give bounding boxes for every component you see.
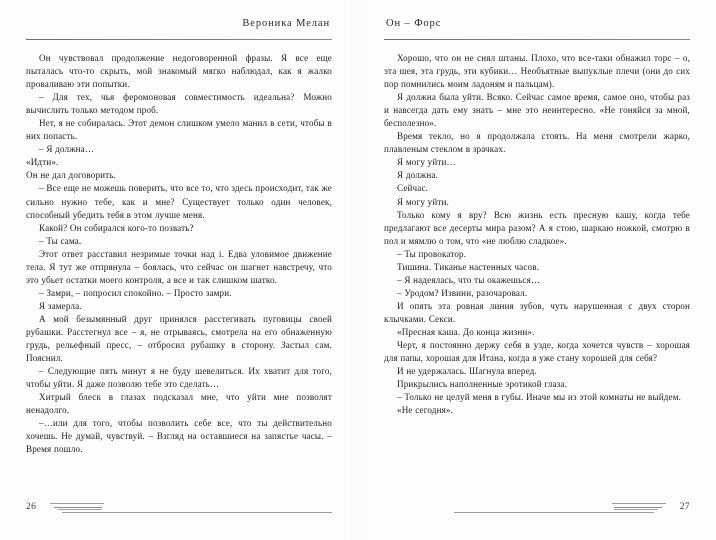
paragraph: Сейчас. <box>397 183 429 194</box>
ornament-rule <box>614 509 658 510</box>
paragraph: – Все еще не можешь поверить, что все то, что здесь происходит, так же сильно нужно тебе, как и мне? Существует только один человек, способный убедить тебя в этом лучше меня. <box>26 183 332 220</box>
paragraph: Хорошо, что он не снял штаны. Плохо, что все-таки обнажил торс – о, эта шея, эта грудь, эти кубики… Необъятные выпуклые плечи (они до сих пор помнились моим ладоням и пальцам). <box>384 53 690 90</box>
ornament-rule <box>454 512 654 513</box>
paragraph: И опять эта ровная линия зубов, чуть нарушенная с двух сторон клычками. Секси. <box>384 300 690 324</box>
paragraph: – Уродом? Извини, разочаровал. <box>397 287 528 298</box>
paragraph: Время текло, но я продолжала стоять. На меня смотрели жарко, плавленым стеклом в зрачках. <box>384 131 690 155</box>
paragraph: Он чувствовал продолжение недоговоренной фразы. Я все еще пыталась что-то скрыть, мой знакомый мягко наблюдал, как я жалко проваливаю эти попытки. <box>26 53 332 90</box>
paragraph: «Пресная каша. До конца жизни». <box>397 326 535 337</box>
left-page-number: 26 <box>26 502 37 512</box>
left-page-body <box>26 46 332 456</box>
ornament-rule <box>58 509 102 510</box>
left-running-head <box>26 0 332 46</box>
paragraph: – Я должна… <box>39 144 95 155</box>
paragraph: Какой? Он собирался кого-то позвать? <box>39 222 194 233</box>
paragraph: – Ты провокатор. <box>397 248 467 259</box>
paragraph: – Для тех, чья феромоновая совместимость идеальна? Можно вычислить только методом проб. <box>26 92 332 116</box>
paragraph: – Я надеялась, что ты окажешься… <box>397 274 541 285</box>
paragraph: Хитрый блеск в глазах подсказал мне, что уйти мне позволят ненадолго. <box>26 392 332 416</box>
right-page-number: 27 <box>679 502 690 512</box>
ornament-rule <box>62 512 332 513</box>
paragraph: Нет, я не собиралась. Этот демон слишком умело манил в сети, чтобы в них попасть. <box>26 118 332 142</box>
ornament-rule <box>50 503 104 504</box>
paragraph: Я должна была уйти. Всяко. Сейчас самое время, самое оно, чтобы раз и навсегда дать ему знать – мне это неинтересно. «Не гоняйся за мной, бесполезно». <box>384 92 690 129</box>
paragraph: И не удержалась. Шагнула вперед. <box>397 366 537 377</box>
paragraph: «Не сегодня». <box>397 405 454 416</box>
right-page-body <box>384 46 690 417</box>
paragraph: Он не дал договорить. <box>26 170 116 181</box>
paragraph: Я могу уйти. <box>397 196 449 207</box>
ornament-rule <box>54 507 102 508</box>
paragraph: Черт, я постоянно держу себя в узде, когда хочется чувств – хорошая для папы, хорошая для Итана, когда я уже стану хорошей для себя? <box>384 340 690 364</box>
paragraph: Прикрылись наполненные эротикой глаза. <box>397 379 567 390</box>
paragraph: Я замерла. <box>39 300 82 311</box>
paragraph: – Только не целуй меня в губы. Иначе мы из этой комнаты не выйдем. <box>397 392 682 403</box>
right-page <box>358 0 716 540</box>
paragraph: Я должна. <box>397 170 438 181</box>
paragraph: – Следующие пять минут я не буду шевелиться. Их хватит для того, чтобы уйти. Я даже позволю тебе это сделать… <box>26 366 332 390</box>
paragraph: Я могу уйти… <box>397 157 456 168</box>
left-folio <box>26 500 332 522</box>
ornament-rule <box>612 503 666 504</box>
right-folio <box>384 500 690 522</box>
paragraph: Тишина. Тиканье настенных часов. <box>397 261 540 272</box>
paragraph: Только кому я вру? Всю жизнь есть пресную кашу, когда тебе предлагают все десерты мира разом? А я стою, шаркаю ножкой, смотрю в пол и мямлю о том, что «не люблю сладкое». <box>384 209 690 246</box>
left-running-head-text: Вероника Мелан <box>242 18 330 29</box>
paragraph: А мой безымянный друг принялся расстегивать пуговицы своей рубашки. Расстегнул все – я, не отрываясь, смотрела на его обнаженную грудь, рельефный пресс, – отбросил рубашку в сторону. Застыл сам. Пояснил. <box>26 313 332 364</box>
right-running-head <box>384 0 690 46</box>
right-running-head-text: Он – Форс <box>386 18 442 29</box>
paragraph: – Ты сама. <box>39 235 82 246</box>
paragraph: –…или для того, чтобы позволить себе все, что ты действительно хочешь. Не думай, чувствуй. – Взгляд на оставшиеся на запястье часы. – Время пошло. <box>26 418 332 455</box>
left-header-rule <box>26 39 332 40</box>
paragraph: Этот ответ расставил незримые точки над i. Едва уловимое движение тела. Я тут же отпрянула – боялась, что сейчас он шагнет навстречу, что это убьет остатки моего контроля, а все и так слишком шатко. <box>26 248 332 285</box>
right-header-rule <box>384 39 690 40</box>
paragraph: «Идти». <box>26 157 59 168</box>
right-footer-ornament <box>384 500 690 518</box>
ornament-rule <box>614 507 662 508</box>
left-footer-ornament <box>26 500 332 518</box>
paragraph: – Замри, – попросил спокойно. – Просто замри. <box>39 287 232 298</box>
